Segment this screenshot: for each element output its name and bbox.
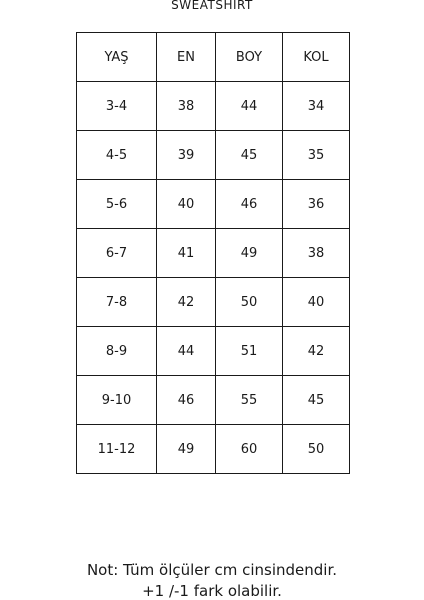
cell-age: 4-5 [77,131,157,180]
cell-sleeve: 50 [283,425,350,474]
table-row [77,327,350,376]
cell-width: 44 [157,327,216,376]
cell-width: 41 [157,229,216,278]
table-row [77,131,350,180]
cell-length: 45 [216,131,283,180]
cell-sleeve: 35 [283,131,350,180]
cell-length: 49 [216,229,283,278]
cell-age: 11-12 [77,425,157,474]
cell-length: 44 [216,82,283,131]
header-sleeve: KOL [283,33,350,82]
table-row [77,278,350,327]
table-row [77,229,350,278]
cell-length: 55 [216,376,283,425]
cell-age: 3-4 [77,82,157,131]
table-row [77,376,350,425]
cell-age: 7-8 [77,278,157,327]
note-line-units: Not: Tüm ölçüler cm cinsindendir. [86,561,338,579]
table-row [77,425,350,474]
cell-sleeve: 36 [283,180,350,229]
table-row [77,82,350,131]
cell-sleeve: 42 [283,327,350,376]
cell-age: 6-7 [77,229,157,278]
cell-width: 38 [157,82,216,131]
cell-sleeve: 34 [283,82,350,131]
cell-width: 46 [157,376,216,425]
cell-sleeve: 40 [283,278,350,327]
cell-age: 5-6 [77,180,157,229]
cell-width: 40 [157,180,216,229]
cell-age: 9-10 [77,376,157,425]
cell-width: 42 [157,278,216,327]
cell-sleeve: 45 [283,376,350,425]
table-row [77,180,350,229]
size-chart-table [76,32,350,474]
cell-width: 49 [157,425,216,474]
table-header-row [77,33,350,82]
cell-length: 60 [216,425,283,474]
cell-length: 46 [216,180,283,229]
cell-length: 50 [216,278,283,327]
header-age: YAŞ [77,33,157,82]
page-title: SWEATSHIRT [171,0,253,12]
header-width: EN [157,33,216,82]
measurement-note [0,560,424,600]
cell-age: 8-9 [77,327,157,376]
cell-width: 39 [157,131,216,180]
cell-sleeve: 38 [283,229,350,278]
header-length: BOY [216,33,283,82]
note-line-tolerance: +1 /-1 fark olabilir. [142,582,282,600]
cell-length: 51 [216,327,283,376]
